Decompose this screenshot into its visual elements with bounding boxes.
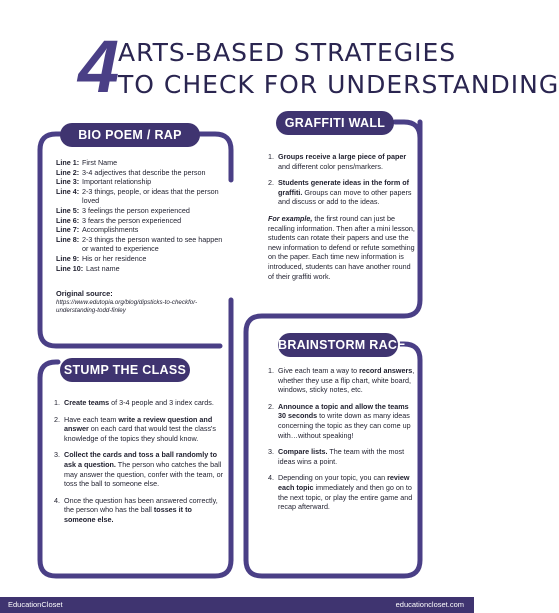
title-line-1: ARTS-BASED STRATEGIES (118, 38, 457, 67)
list-item: 2. Students generate ideas in the form of graffiti. Groups can move to other papers and discuss or add to the ideas. (268, 178, 412, 207)
bio-poem-source (56, 289, 224, 315)
list-item: 2. Announce a topic and allow the teams 30 seconds to write down as many ideas concerning the topic as they can come up with…without speaking! (268, 401, 411, 440)
footer-brand: EducationCloset (8, 600, 63, 609)
poem-line: Line 8: 2-3 things the person wanted to see happen or wanted to experience (56, 234, 223, 254)
title-line-2: TO CHECK FOR UNDERSTANDING (118, 70, 559, 99)
stump-the-class-body (54, 398, 224, 532)
poem-line: Line 5: 3 feelings the person experienced (56, 205, 190, 215)
list-item: 3. Collect the cards and toss a ball randomly to ask a question. The person who catches the ball may answer the question, confer with the team, or toss the ball to someone else. (54, 450, 224, 489)
title-number: 4 (78, 25, 120, 108)
graffiti-wall-body (268, 152, 416, 281)
list-item: 1. Groups receive a large piece of paper and different color pens/markers. (268, 152, 407, 171)
list-item: 1. Create teams of 3-4 people and 3 index cards. (54, 398, 214, 407)
poem-line: Line 1: First Name (56, 158, 118, 167)
footer-website-link[interactable]: educationcloset.com (395, 600, 464, 609)
list-item: 2. Have each team write a review question and answer on each card that would test the class's knowledge of the topics they should know. (54, 414, 217, 443)
source-label: Original source: (56, 289, 113, 298)
source-link[interactable]: https://www.edutopia.org/blog/dipsticks-to-checkfor-understanding-todd-finley (56, 298, 198, 314)
graffiti-wall-heading: GRAFFITI WALL (276, 111, 394, 135)
poem-line: Line 9: His or her residence (56, 253, 147, 263)
list-item: 4. Depending on your topic, you can review each topic immediately and then go on to the next topic, or play the entire game and recap afterward. (268, 473, 413, 512)
list-item: 3. Compare lists. The team with the most ideas wins a point. (268, 447, 405, 466)
poem-line: Line 6: 3 fears the person experienced (56, 215, 182, 225)
brainstorm-race-body (268, 366, 416, 519)
example-paragraph: For example, the first round can just be recalling information. Then after a mini lesson, students can rotate their papers and use the new information to defend or refute something on the paper. Each time new information is introduced, students can have another round of their graffiti work. (268, 213, 415, 281)
poem-line: Line 7: Accomplishments (56, 225, 139, 235)
poem-line: Line 4: 2-3 things, people, or ideas that the person loved (56, 186, 219, 206)
footer-bar (0, 597, 474, 613)
bio-poem-lines (56, 158, 224, 273)
list-item: 1. Give each team a way to record answers, whether they use a flip chart, white board, windows, sticky notes, etc. (268, 366, 415, 395)
brainstorm-race-heading: BRAINSTORM RACE (278, 333, 398, 357)
poem-line: Line 2: 3-4 adjectives that describe the person (56, 167, 206, 177)
poem-line: Line 10: Last name (56, 263, 120, 273)
poem-line: Line 3: Important relationship (56, 177, 152, 187)
list-item: 4. Once the question has been answered correctly, the person who has the ball tosses it to someone else. (54, 495, 218, 524)
stump-the-class-heading: STUMP THE CLASS (60, 358, 190, 382)
bio-poem-heading: BIO POEM / RAP (60, 123, 200, 147)
